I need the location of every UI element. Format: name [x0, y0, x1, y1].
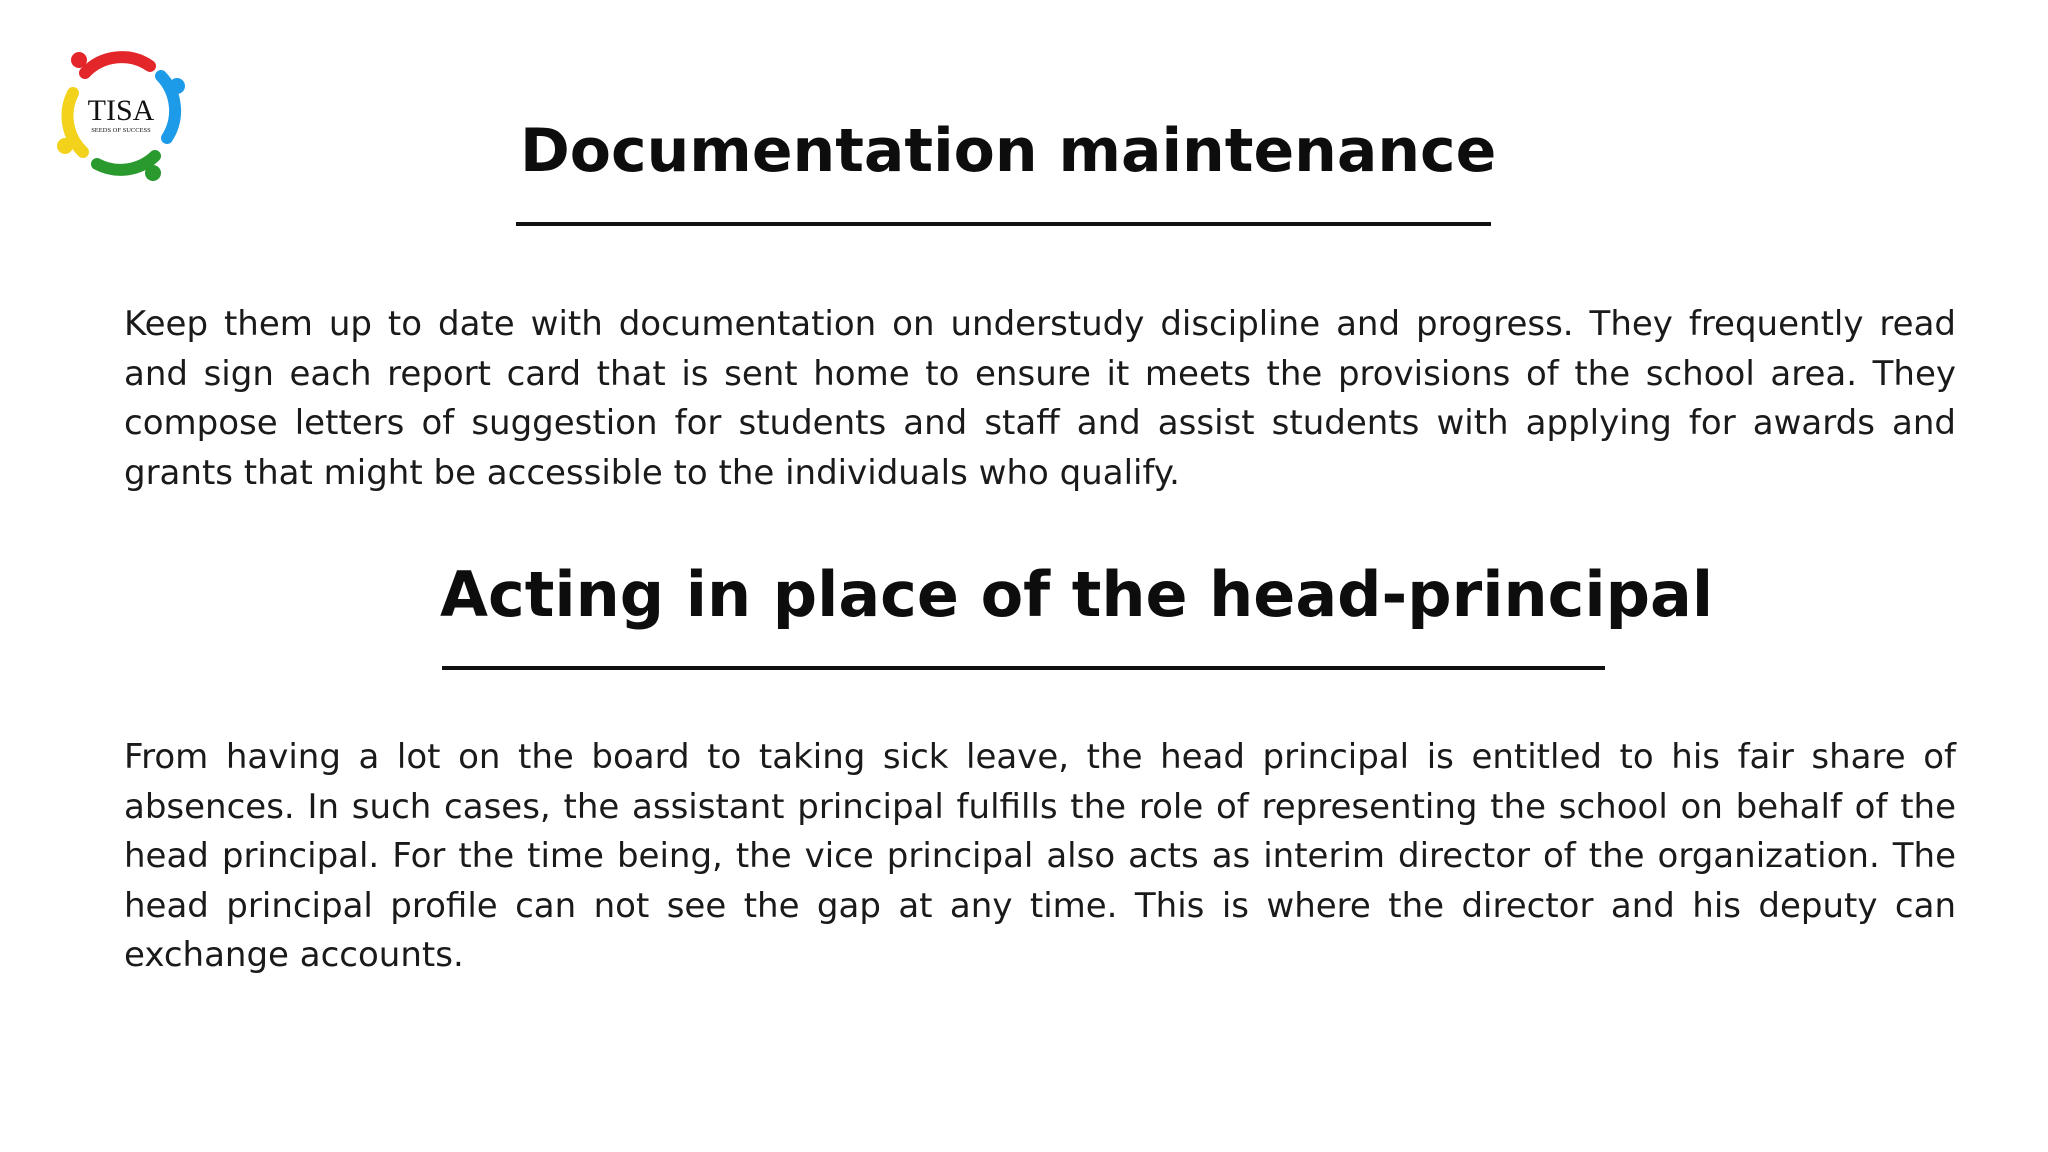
section-1-title: Documentation maintenance: [520, 116, 1497, 186]
logo-tagline: SEEDS OF SUCCESS: [91, 127, 151, 134]
section-2-title: Acting in place of the head-principal: [440, 558, 1714, 631]
section-2-body: From having a lot on the board to taking sick leave, the head principal is entitled to his fair share of absences. In such cases, the assistant principal fulfills the role of representing the school on behalf of the head principal. For the time being, the vice principal also acts as interim director of the organization. The head principal profile can not see the gap at any time. This is where the director and his deputy can exchange accounts.: [124, 737, 1956, 975]
section-1-divider: [516, 222, 1491, 226]
tisa-logo: [55, 48, 190, 183]
logo-text: TISA: [87, 94, 155, 127]
section-1-body: Keep them up to date with documentation on understudy discipline and progress. They frequently read and sign each report card that is sent home to ensure it meets the provisions of the school area. They compose letters of suggestion for students and staff and assist students with applying for awards and grants that might be accessible to the individuals who qualify.: [124, 304, 1956, 493]
tisa-logo-emblem: [55, 48, 190, 183]
section-2-divider: [442, 666, 1605, 670]
